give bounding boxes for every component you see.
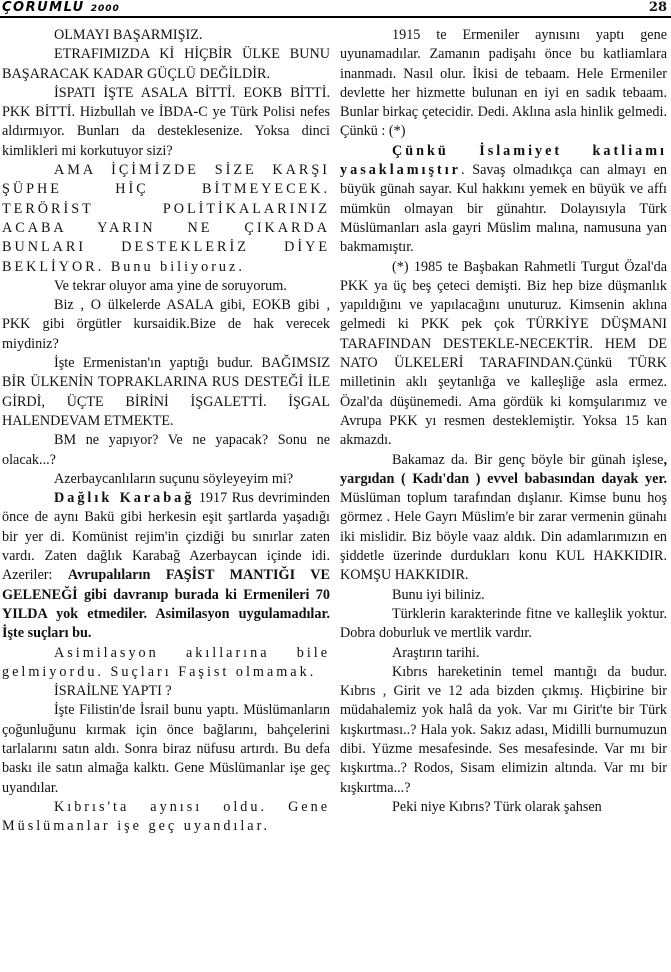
right-column [340,26,667,970]
masthead-title: ÇORUMLU [2,0,85,15]
masthead-year: 2000 [90,4,120,14]
paragraph [2,489,330,643]
paragraph: Biz , O ülkelerde ASALA gibi, EOKB gibi , PKK gibi örgütler kursaidik.Bize de hak verecek miydiniz? [2,297,330,352]
paragraph: Kıbrıs'ta aynısı oldu. Gene Müslümanlar işe geç uyandılar. [2,798,330,835]
paragraph-text: İşte Ermenistan'ın yaptığı budur. BAĞIMSIZ BİR ÜLKENİN TOPRAKLARINA RUS DESTEĞİ İLE GİRDİ, ÜÇTE BİRİNİ İŞGALETTİ. İŞGAL HALENDEVAM ETMEKTE. [2,355,330,429]
paragraph: Asimilasyon akıllarına bile gelmiyordu. Suçları Faşist olmamak. [2,644,330,680]
left-column [2,26,330,970]
paragraph: Kıbrıs hareketinin temel mantığı da budur. Kıbrıs , Girit ve 12 ada bizden çıkmış. Hiçbirine bir müdahalemiz yok halâ da yok. Var mı Girit'te bir Türk kışkırtması..? Hala yok. Sakız adası, Midilli burnumuzun dibi. Yüzme mesafesinde. Ses mesafesinde. Var mı bir kışkırtma..? Rodos, Sisam elimizin altında. Var mı bir kışkırtma...? [340,663,667,796]
paragraph-text: Müslüman toplum tarafından dışlanır. Kimse bunu hoş görmez . Hele Gayrı Müslim'e bir zarar vermenin günahı iki mislidir. Biz böyle vaaz aldık. Din adamlarımızın en şiddetle üzerinde durdukları konu KUL HAKKIDIR. KOMŞU HAKKIDIR. [340,490,667,584]
paragraph: İşte Filistin'de İsrail bunu yaptı. Müslümanların çoğunluğunu kırmak için önce bağlarını, bahçelerini tarlalarını satın aldı. Sonra biraz nüfusu artırdı. Bu defa baskı ile satın almağa kalktı. Gene Müslümanlar işe geç uyandılar. [2,702,330,796]
masthead [2,0,120,15]
paragraph [2,354,330,431]
bold-text: Avrupalıların FAŞİST MANTIĞI VE GELENEĞİ gibi davranıp burada ki Ermenileri 70 YILDA yok etmediler. Asimilasyon uygulamadılar. İşte suçları bu. [2,567,330,642]
paragraph: ETRAFIMIZDA Kİ HİÇBİR ÜLKE BUNU BAŞARACAK KADAR GÜÇLÜ DEĞİLDİR. [2,46,330,82]
page-number: 28 [648,0,667,15]
paragraph: OLMAYI BAŞARMIŞIZ. [54,27,203,43]
paragraph: Ve tekrar oluyor ama yine de soruyorum. [54,277,287,294]
bold-text: , yargıdan ( Kadı'dan ) evvel babasından dayak yer. [340,451,667,487]
paragraph: İSPATI İŞTE ASALA BİTTİ. EOKB BİTTİ. PKK BİTTİ. Hizbullah ve İBDA-C ye Türk Polisi nefes aldırmıyor. Bunları da desteklesenize. Yoksa dinci kimlikleri mi korkutuyor sizi? [2,84,330,159]
header-rule [0,16,671,18]
paragraph: (*) 1985 te Başbakan Rahmetli Turgut Özal'da PKK ya üç beş çeteci demişti. Biz hep bize düşmanlık yapıldığını ve yapılacağını unuturuz. Kimsenin aklına gelmedi ki PKK pek çok TÜRKİYE DÜŞMANI TARAFINDAN DESTEKLE-NECEKTİR. HEM DE NATO ÜLKELERİ TARAFINDAN.Çünkü TÜRK milletinin aklı şeytanlığa ve kalleşliğe asla ermez. Özal'da düşünemedi. Ama gördük ki komşularımız ve Avrupa PKK yı resmen desteklemiştir. Yoksa 15 kan akmazdı. [340,258,667,449]
paragraph: Türklerin karakterinde fitne ve kalleşlik yoktur. Dobra doburluk ve mertlik vardır. [340,605,667,642]
page-header [0,0,671,22]
paragraph-text: Bakamaz da. Bir genç böyle bir günah işlese [392,451,664,468]
paragraph: BM ne yapıyor? Ve ne yapacak? Sonu ne olacak...? [2,432,330,468]
paragraph [340,142,667,258]
paragraph: Araştırın tarihi. [392,644,480,661]
paragraph: İSRAİLNE YAPTI ? [54,683,172,700]
paragraph [340,451,667,586]
paragraph-text: 1917 Rus devriminden önce de aynı Bakü gibi herkesin eşit şartlarda yaşadığı bir yer di. Komünist rejim'in çizdiği bu sınırlar zaten vardı. Zaten dağlık Karabağ Azerbaycan içinde idi. Azeriler: [2,490,330,584]
paragraph: Peki niye Kıbrıs? Türk olarak şahsen [392,798,602,815]
paragraph: AMA İÇİMİZDE SİZE KARŞI ŞÜPHE HİÇ BİTMEYECEK. TERÖRİST POLİTİKALARINIZ ACABA YARIN NE ÇIKARDA BUNLARI DESTEKLERİZ DİYE BEKLİYOR. Bunu biliyoruz. [2,162,330,275]
paragraph: 1915 te Ermeniler aynısını yaptı gene uyunamadılar. Zamanın padişahı önce bu katliamlara inanmadı. Nasıl olur. İkisi de tebaam. Hele Ermeniler devlette her hizmette bulunan en iyi en sadık tebaam. Bunlar birkaç çetecidir. Dedi. Aklına asla hinlik gelmedi. Çünkü : (*) [340,27,667,140]
paragraph-text: . Savaş olmadıkça can almayı en büyük günah sayar. Kul hakkını yemek en büyük ve affı mümkün olmayan bir günahtır. Dolayısıyla Türk Müslümanları asla gayri Müslim malına, namusuna yan bakmamıştır. [340,162,667,256]
paragraph: Azerbaycanlıların suçunu söyleyeyim mi? [54,470,294,487]
bold-text: Çünkü İslamiyet katliamı yasaklamıştır [340,142,667,179]
paragraph: Bunu iyi biliniz. [392,586,485,603]
bold-heading: Dağlık Karabağ [54,490,195,507]
